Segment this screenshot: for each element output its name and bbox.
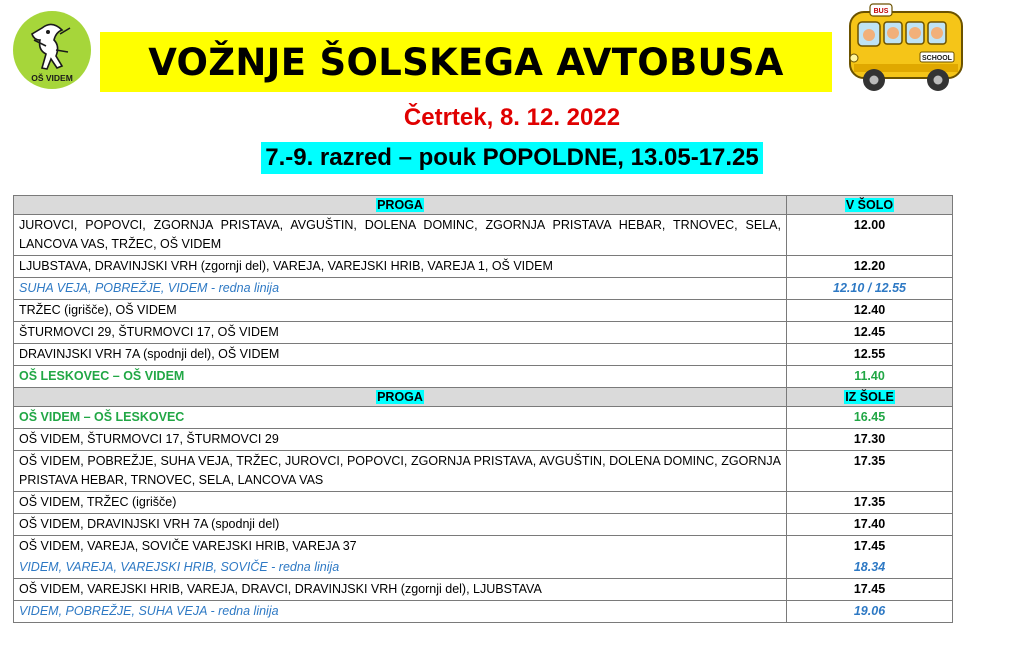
- bus-schedule-table: [13, 195, 953, 623]
- table-row: [14, 256, 953, 278]
- table-row: [14, 344, 953, 366]
- time-cell: 12.00: [787, 215, 953, 256]
- route-cell: OŠ VIDEM, DRAVINJSKI VRH 7A (spodnji del): [14, 514, 787, 536]
- time-cell: 17.35: [787, 492, 953, 514]
- table-row: [14, 429, 953, 451]
- table-row: [14, 514, 953, 536]
- time-cell: 17.40: [787, 514, 953, 536]
- col-time-header: [787, 196, 953, 215]
- table-row: [14, 579, 953, 601]
- time-cell: 12.10 / 12.55: [787, 278, 953, 300]
- col-time-header: [787, 388, 953, 407]
- route-cell: LJUBSTAVA, DRAVINJSKI VRH (zgornji del), VAREJA, VAREJSKI HRIB, VAREJA 1, OŠ VIDEM: [14, 256, 787, 278]
- col-route-header: [14, 388, 787, 407]
- route-cell: VIDEM, POBREŽJE, SUHA VEJA - redna linija: [14, 601, 787, 623]
- route-cell: OŠ VIDEM, POBREŽJE, SUHA VEJA, TRŽEC, JUROVCI, POPOVCI, ZGORNJA PRISTAVA, AVGUŠTIN, DOLENA DOMINC, ZGORNJA PRISTAVA HEBAR, TRNOVEC, SELA, LANCOVA VAS: [14, 451, 787, 492]
- logo-text: OŠ VIDEM: [31, 73, 73, 83]
- table-row-regular-line: [14, 601, 953, 623]
- route-cell: SUHA VEJA, POBREŽJE, VIDEM - redna linija: [14, 278, 787, 300]
- time-cell: 12.40: [787, 300, 953, 322]
- table-header-to-school: [14, 196, 953, 215]
- table-row: [14, 215, 953, 256]
- col-time-label: IZ ŠOLE: [845, 390, 894, 404]
- time-cell: 11.40: [787, 366, 953, 388]
- time-cell: 17.45: [787, 579, 953, 601]
- title-band: [100, 32, 832, 92]
- time-cell: 19.06: [787, 601, 953, 623]
- route-cell: OŠ VIDEM, VAREJSKI HRIB, VAREJA, DRAVCI, DRAVINJSKI VRH (zgornji del), LJUBSTAVA: [14, 579, 787, 601]
- bus-school-sign: SCHOOL: [922, 55, 952, 62]
- col-route-label: PROGA: [377, 390, 423, 404]
- route-cell: OŠ VIDEM, ŠTURMOVCI 17, ŠTURMOVCI 29: [14, 429, 787, 451]
- table-row-regular-line: [14, 557, 953, 579]
- date-heading: Četrtek, 8. 12. 2022: [403, 104, 621, 131]
- school-bus-illustration: [840, 2, 970, 98]
- route-cell: VIDEM, VAREJA, VAREJSKI HRIB, SOVIČE - redna linija: [14, 557, 787, 579]
- school-logo: [12, 10, 92, 90]
- time-cell: 12.55: [787, 344, 953, 366]
- col-route-header: [14, 196, 787, 215]
- col-route-label: PROGA: [377, 198, 423, 212]
- table-row-leskovec: [14, 407, 953, 429]
- route-cell: JUROVCI, POPOVCI, ZGORNJA PRISTAVA, AVGUŠTIN, DOLENA DOMINC, ZGORNJA PRISTAVA HEBAR, TRNOVEC, SELA, LANCOVA VAS, TRŽEC, OŠ VIDEM: [14, 215, 787, 256]
- time-cell: 12.45: [787, 322, 953, 344]
- schedule-subtitle: 7.-9. razred – pouk POPOLDNE, 13.05-17.25: [261, 142, 763, 174]
- table-row: [14, 492, 953, 514]
- page-title: VOŽNJE ŠOLSKEGA AVTOBUSA: [148, 40, 784, 84]
- time-cell: 17.35: [787, 451, 953, 492]
- table-row-leskovec: [14, 366, 953, 388]
- table-row: [14, 536, 953, 558]
- time-cell: 12.20: [787, 256, 953, 278]
- subtitle-wrap: [0, 142, 1024, 174]
- route-cell: OŠ LESKOVEC – OŠ VIDEM: [14, 366, 787, 388]
- time-cell: 18.34: [787, 557, 953, 579]
- table-row: [14, 322, 953, 344]
- time-cell: 17.30: [787, 429, 953, 451]
- route-cell: OŠ VIDEM, VAREJA, SOVIČE VAREJSKI HRIB, VAREJA 37: [14, 536, 787, 558]
- route-cell: DRAVINJSKI VRH 7A (spodnji del), OŠ VIDEM: [14, 344, 787, 366]
- route-cell: ŠTURMOVCI 29, ŠTURMOVCI 17, OŠ VIDEM: [14, 322, 787, 344]
- col-time-label: V ŠOLO: [845, 198, 894, 212]
- table-row: [14, 300, 953, 322]
- table-row-regular-line: [14, 278, 953, 300]
- table-header-from-school: [14, 388, 953, 407]
- route-cell: OŠ VIDEM, TRŽEC (igrišče): [14, 492, 787, 514]
- route-cell: OŠ VIDEM – OŠ LESKOVEC: [14, 407, 787, 429]
- time-cell: 17.45: [787, 536, 953, 558]
- table-row: [14, 451, 953, 492]
- bus-label: BUS: [873, 8, 889, 15]
- route-cell: TRŽEC (igrišče), OŠ VIDEM: [14, 300, 787, 322]
- time-cell: 16.45: [787, 407, 953, 429]
